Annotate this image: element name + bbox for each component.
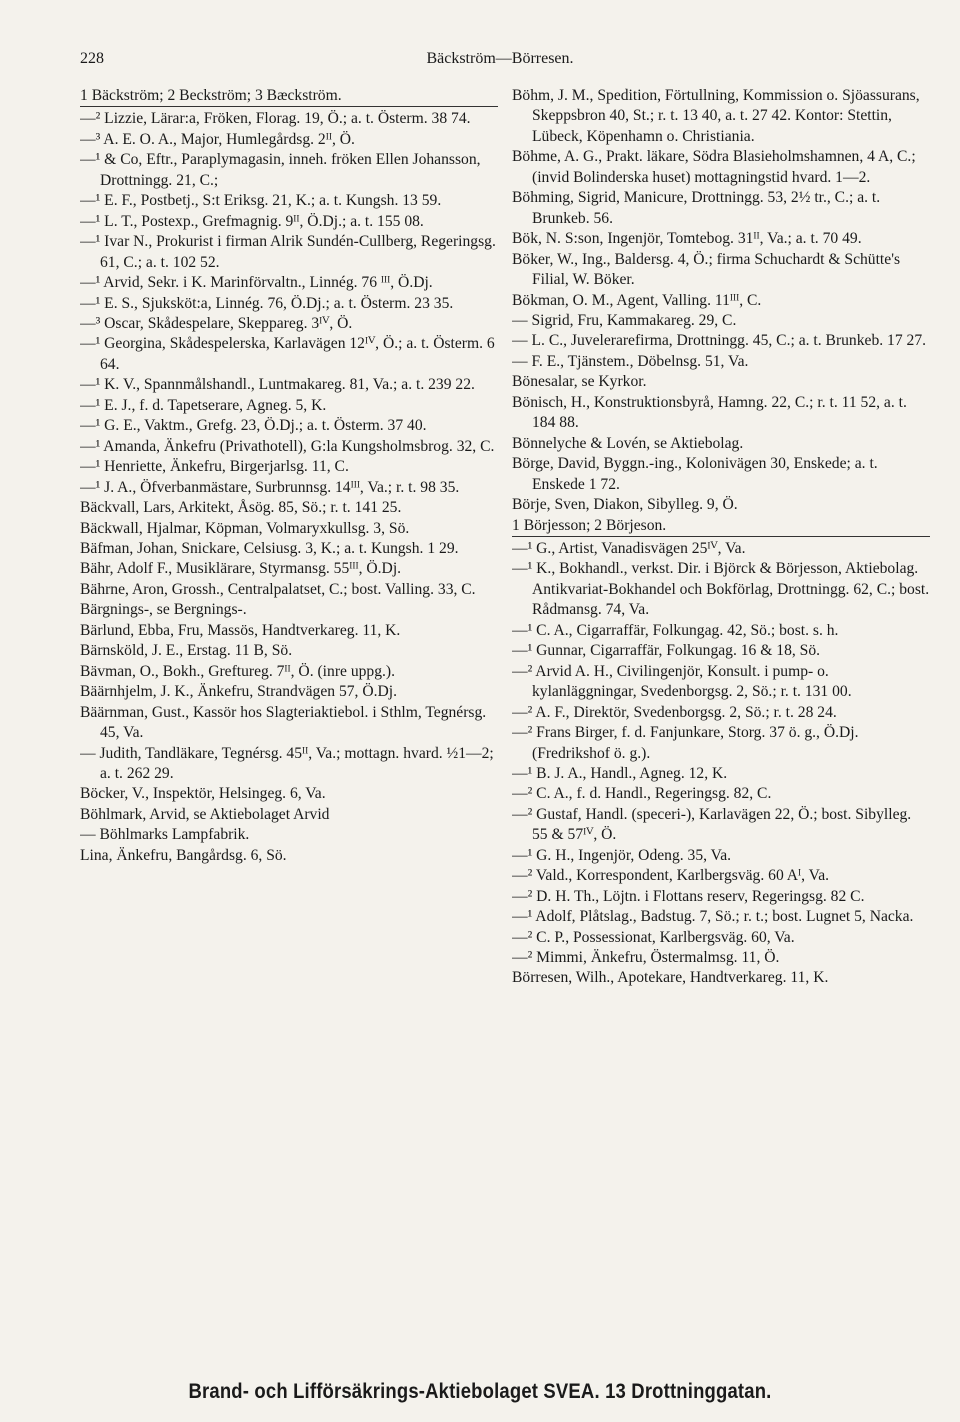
directory-entry: —² Gustaf, Handl. (speceri-), Karlavägen 22, Ö.; bost. Sibylleg. 55 & 57ᴵⱽ, Ö. bbox=[512, 805, 912, 844]
page-number: 228 bbox=[80, 50, 104, 67]
directory-entry: —¹ J. A., Öfverbanmästare, Surbrunnsg. 14ᴵᴵᴵ, Va.; r. t. 98 35. bbox=[80, 478, 460, 496]
section-heading: 1 Börjesson; 2 Börjeson. bbox=[512, 516, 930, 537]
directory-entry: Lina, Änkefru, Bangårdsg. 6, Sö. bbox=[80, 846, 287, 864]
directory-entry: —¹ Arvid, Sekr. i K. Marinförvaltn., Linnég. 76 ᴵᴵᴵ, Ö.Dj. bbox=[80, 274, 433, 292]
directory-entry: Börresen, Wilh., Apotekare, Handtverkareg. 11, K. bbox=[512, 969, 829, 987]
advertisement-banner: Brand- och Lifförsäkrings-Aktiebolaget SVEA. 13 Drottninggatan. bbox=[188, 1380, 772, 1403]
directory-entry: —¹ K., Bokhandl., verkst. Dir. i Björck & Börjesson, Aktiebolag. Antikvariat-Bokhandel och Bokförlag, Drottningg. 62, C.; bost. Rådmansg. 74, Va. bbox=[512, 560, 930, 619]
directory-entry: Börje, Sven, Diakon, Sibylleg. 9, Ö. bbox=[512, 496, 738, 514]
directory-entry: —² Arvid A. H., Civilingenjör, Konsult. i pump- o. kylanläggningar, Svedenborgsg. 2, Sö.; r. t. 131 00. bbox=[512, 662, 852, 701]
right-column bbox=[512, 86, 930, 1346]
directory-entry: Bönesalar, se Kyrkor. bbox=[512, 373, 647, 391]
directory-entry: — Judith, Tandläkare, Tegnérsg. 45ᴵᴵ, Va.; mottagn. hvard. ½1—2; a. t. 262 29. bbox=[80, 744, 494, 782]
directory-entry: —¹ Ivar N., Prokurist i firman Alrik Sundén-Cullberg, Regeringsg. 61, C.; a. t. 102 52. bbox=[80, 233, 496, 271]
directory-entry: — L. C., Juvelerarefirma, Drottningg. 45, C.; a. t. Brunkeb. 17 27. bbox=[512, 332, 927, 350]
directory-entry: Bärnsköld, J. E., Erstag. 11 B, Sö. bbox=[80, 642, 293, 660]
directory-entry: Bävman, O., Bokh., Greftureg. 7ᴵᴵ, Ö. (inre uppg.). bbox=[80, 662, 396, 680]
directory-entry: Börge, David, Byggn.-ing., Kolonivägen 30, Enskede; a. t. Enskede 1 72. bbox=[512, 455, 878, 493]
directory-entry: —¹ G. E., Vaktm., Grefg. 23, Ö.Dj.; a. t. Österm. 37 40. bbox=[80, 417, 427, 435]
directory-entry: Böhlmark, Arvid, se Aktiebolaget Arvid bbox=[80, 805, 330, 823]
directory-entry: —³ A. E. O. A., Major, Humlegårdsg. 2ᴵᴵ, Ö. bbox=[80, 130, 355, 148]
directory-entry: Bök, N. S:son, Ingenjör, Tomtebog. 31ᴵᴵ, Va.; a. t. 70 49. bbox=[512, 230, 862, 248]
directory-entry: Bönisch, H., Konstruktionsbyrå, Hamng. 22, C.; r. t. 11 52, a. t. 184 88. bbox=[512, 393, 907, 432]
left-column bbox=[80, 86, 498, 1346]
directory-entry: —² A. F., Direktör, Svedenborgsg. 2, Sö.; r. t. 28 24. bbox=[512, 703, 837, 721]
directory-entry: —¹ L. T., Postexp., Grefmagnig. 9ᴵᴵ, Ö.Dj.; a. t. 155 08. bbox=[80, 212, 424, 230]
directory-entry: Bäckwall, Hjalmar, Köpman, Volmaryxkullsg. 3, Sö. bbox=[80, 519, 410, 537]
directory-entry: Böhme, A. G., Prakt. läkare, Södra Blasieholmshamnen, 4 A, C.; (invid Bolinderska huset) mottagningstid hvard. 1—2. bbox=[512, 148, 916, 186]
directory-entry: Bärgnings-, se Bergnings-. bbox=[80, 601, 247, 619]
page-header bbox=[80, 50, 920, 76]
directory-entry: —¹ E. S., Sjuksköt:a, Linnég. 76, Ö.Dj.; a. t. Österm. 23 35. bbox=[80, 294, 454, 312]
directory-entry: Bäärnman, Gust., Kassör hos Slagteriaktiebol. i Sthlm, Tegnérsg. 45, Va. bbox=[80, 703, 487, 742]
directory-entry: —² C. P., Possessionat, Karlbergsväg. 60, Va. bbox=[512, 928, 795, 946]
directory-entry: Bäckvall, Lars, Arkitekt, Åsög. 85, Sö.; r. t. 141 25. bbox=[80, 499, 402, 517]
directory-columns bbox=[80, 86, 930, 1346]
directory-entry: — Böhlmarks Lampfabrik. bbox=[80, 826, 250, 844]
directory-entry: Böhming, Sigrid, Manicure, Drottningg. 53, 2½ tr., C.; a. t. Brunkeb. 56. bbox=[512, 189, 881, 227]
directory-entry: Bährne, Aron, Grossh., Centralpalatset, C.; bost. Valling. 33, C. bbox=[80, 580, 476, 598]
directory-entry: —¹ Gunnar, Cigarraffär, Folkungag. 16 & 18, Sö. bbox=[512, 642, 821, 660]
directory-entry: — Sigrid, Fru, Kammakareg. 29, C. bbox=[512, 311, 737, 329]
directory-entry: —² Vald., Korrespondent, Karlbergsväg. 60 Aᴵ, Va. bbox=[512, 867, 830, 885]
directory-entry: Bäärnhjelm, J. K., Änkefru, Strandvägen 57, Ö.Dj. bbox=[80, 683, 398, 701]
directory-entry: —¹ E. F., Postbetj., S:t Eriksg. 21, K.; a. t. Kungsh. 13 59. bbox=[80, 192, 442, 210]
directory-entry: —¹ Adolf, Plåtslag., Badstug. 7, Sö.; r. t.; bost. Lugnet 5, Nacka. bbox=[512, 908, 914, 926]
directory-entry: Bökman, O. M., Agent, Valling. 11ᴵᴵᴵ, C. bbox=[512, 291, 762, 309]
directory-entry: Böker, W., Ing., Baldersg. 4, Ö.; firma Schuchardt & Schütte's Filial, W. Böker. bbox=[512, 250, 901, 289]
directory-entry: —¹ Georgina, Skådespelerska, Karlavägen 12ᴵⱽ, Ö.; a. t. Österm. 6 64. bbox=[80, 335, 495, 373]
directory-entry: Bärlund, Ebba, Fru, Massös, Handtverkareg. 11, K. bbox=[80, 621, 401, 639]
directory-entry: Bähr, Adolf F., Musiklärare, Styrmansg. 55ᴵᴵᴵ, Ö.Dj. bbox=[80, 560, 402, 578]
section-heading: 1 Bäckström; 2 Beckström; 3 Bæckström. bbox=[80, 86, 498, 107]
directory-entry: —¹ B. J. A., Handl., Agneg. 12, K. bbox=[512, 764, 728, 782]
directory-entry: —¹ G. H., Ingenjör, Odeng. 35, Va. bbox=[512, 846, 732, 864]
directory-entry: —² Mimmi, Änkefru, Östermalmsg. 11, Ö. bbox=[512, 949, 780, 967]
running-head: Bäckström—Börresen. bbox=[426, 50, 574, 67]
directory-entry: —² Lizzie, Lärar:a, Fröken, Florag. 19, Ö.; a. t. Österm. 38 74. bbox=[80, 110, 471, 128]
directory-entry: Böcker, V., Inspektör, Helsingeg. 6, Va. bbox=[80, 785, 326, 803]
directory-entry: —¹ E. J., f. d. Tapetserare, Agneg. 5, K. bbox=[80, 396, 327, 414]
directory-entry: —² C. A., f. d. Handl., Regeringsg. 82, C. bbox=[512, 785, 772, 803]
directory-entry: —¹ Henriette, Änkefru, Birgerjarlsg. 11, C. bbox=[80, 458, 349, 476]
directory-entry: —¹ & Co, Eftr., Paraplymagasin, inneh. fröken Ellen Johansson, Drottningg. 21, C.; bbox=[80, 151, 481, 189]
directory-entry: —¹ G., Artist, Vanadisvägen 25ᴵⱽ, Va. bbox=[512, 539, 746, 557]
directory-entry: — F. E., Tjänstem., Döbelnsg. 51, Va. bbox=[512, 352, 749, 370]
directory-entry: Bäfman, Johan, Snickare, Celsiusg. 3, K.; a. t. Kungsh. 1 29. bbox=[80, 539, 459, 557]
directory-entry: Böhm, J. M., Spedition, Förtullning, Kommission o. Sjöassurans, Skeppsbron 40, St.; r. t. 13 40, a. t. 27 42. Kontor: Stettin, Lübeck, Köpenhamn o. Christiania. bbox=[512, 87, 920, 145]
directory-entry: —¹ K. V., Spannmålshandl., Luntmakareg. 81, Va.; a. t. 239 22. bbox=[80, 376, 475, 394]
directory-entry: Bönnelyche & Lovén, se Aktiebolag. bbox=[512, 434, 744, 452]
directory-entry: —¹ C. A., Cigarraffär, Folkungag. 42, Sö.; bost. s. h. bbox=[512, 621, 839, 639]
directory-entry: —³ Oscar, Skådespelare, Skeppareg. 3ᴵⱽ, Ö. bbox=[80, 314, 353, 332]
directory-entry: —² D. H. Th., Löjtn. i Flottans reserv, Regeringsg. 82 C. bbox=[512, 887, 865, 905]
directory-entry: —² Frans Birger, f. d. Fanjunkare, Storg. 37 ö. g., Ö.Dj. (Fredrikshof ö. g.). bbox=[512, 724, 859, 762]
directory-entry: —¹ Amanda, Änkefru (Privathotell), G:la Kungsholmsbrog. 32, C. bbox=[80, 437, 495, 455]
